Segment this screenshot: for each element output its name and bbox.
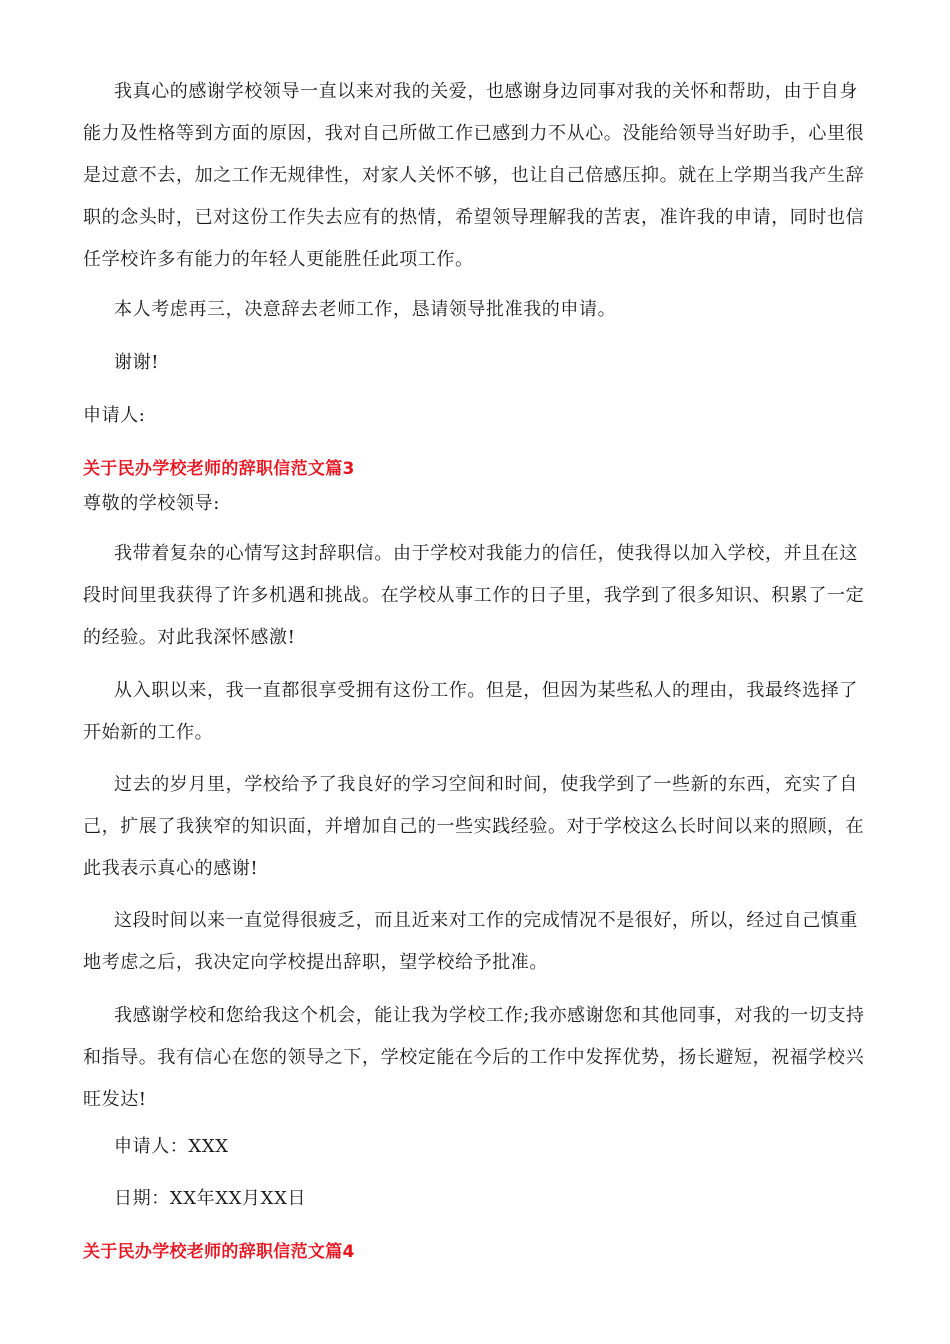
paragraph-3-reason: 从入职以来，我一直都很享受拥有这份工作。但是，但因为某些私人的理由，我最终选择了开始新的工作。 bbox=[83, 680, 858, 743]
applicant-line-2: 申请人: bbox=[83, 405, 146, 426]
paragraph-3-thanks: 过去的岁月里，学校给予了我良好的学习空间和时间，使我学到了一些新的东西，充实了自己，扩展了我狭窄的知识面，并增加自己的一些实践经验。对于学校这么长时间以来的照顾，在此我表示真心的感谢! bbox=[83, 774, 865, 879]
paragraph-3-intro: 我带着复杂的心情写这封辞职信。由于学校对我能力的信任，使我得以加入学校，并且在这段时间里我获得了许多机遇和挑战。在学校从事工作的日子里，我学到了很多知识、积累了一定的经验。对此我深怀感激! bbox=[83, 543, 865, 648]
paragraph-3-resign: 这段时间以来一直觉得很疲乏，而且近来对工作的完成情况不是很好，所以，经过自己慎重地考虑之后，我决定向学校提出辞职，望学校给予批准。 bbox=[83, 910, 858, 973]
section-heading-4: 关于民办学校老师的辞职信范文篇4 bbox=[83, 1242, 355, 1262]
section-heading-3: 关于民办学校老师的辞职信范文篇3 bbox=[83, 459, 355, 479]
paragraph-3-wishes: 我感谢学校和您给我这个机会，能让我为学校工作;我亦感谢您和其他同事，对我的一切支持和指导。我有信心在您的领导之下，学校定能在今后的工作中发挥优势，扬长避短，祝福学校兴旺发达! bbox=[83, 1005, 865, 1110]
date-line-3: 日期：XX年XX月XX日 bbox=[114, 1188, 307, 1209]
paragraph-decision: 本人考虑再三，决意辞去老师工作，恳请领导批准我的申请。 bbox=[114, 299, 617, 320]
thanks-line: 谢谢! bbox=[114, 352, 160, 373]
salutation-3: 尊敬的学校领导: bbox=[83, 493, 220, 514]
paragraph-gratitude: 我真心的感谢学校领导一直以来对我的关爱，也感谢身边同事对我的关怀和帮助，由于自身能力及性格等到方面的原因，我对自己所做工作已感到力不从心。没能给领导当好助手，心里很是过意不去，加之工作无规律性，对家人关怀不够，也让自己倍感压抑。就在上学期当我产生辞职的念头时，已对这份工作失去应有的热情，希望领导理解我的苦衷，准许我的申请，同时也信任学校许多有能力的年轻人更能胜任此项工作。 bbox=[83, 81, 865, 270]
applicant-line-3: 申请人：XXX bbox=[114, 1136, 229, 1157]
